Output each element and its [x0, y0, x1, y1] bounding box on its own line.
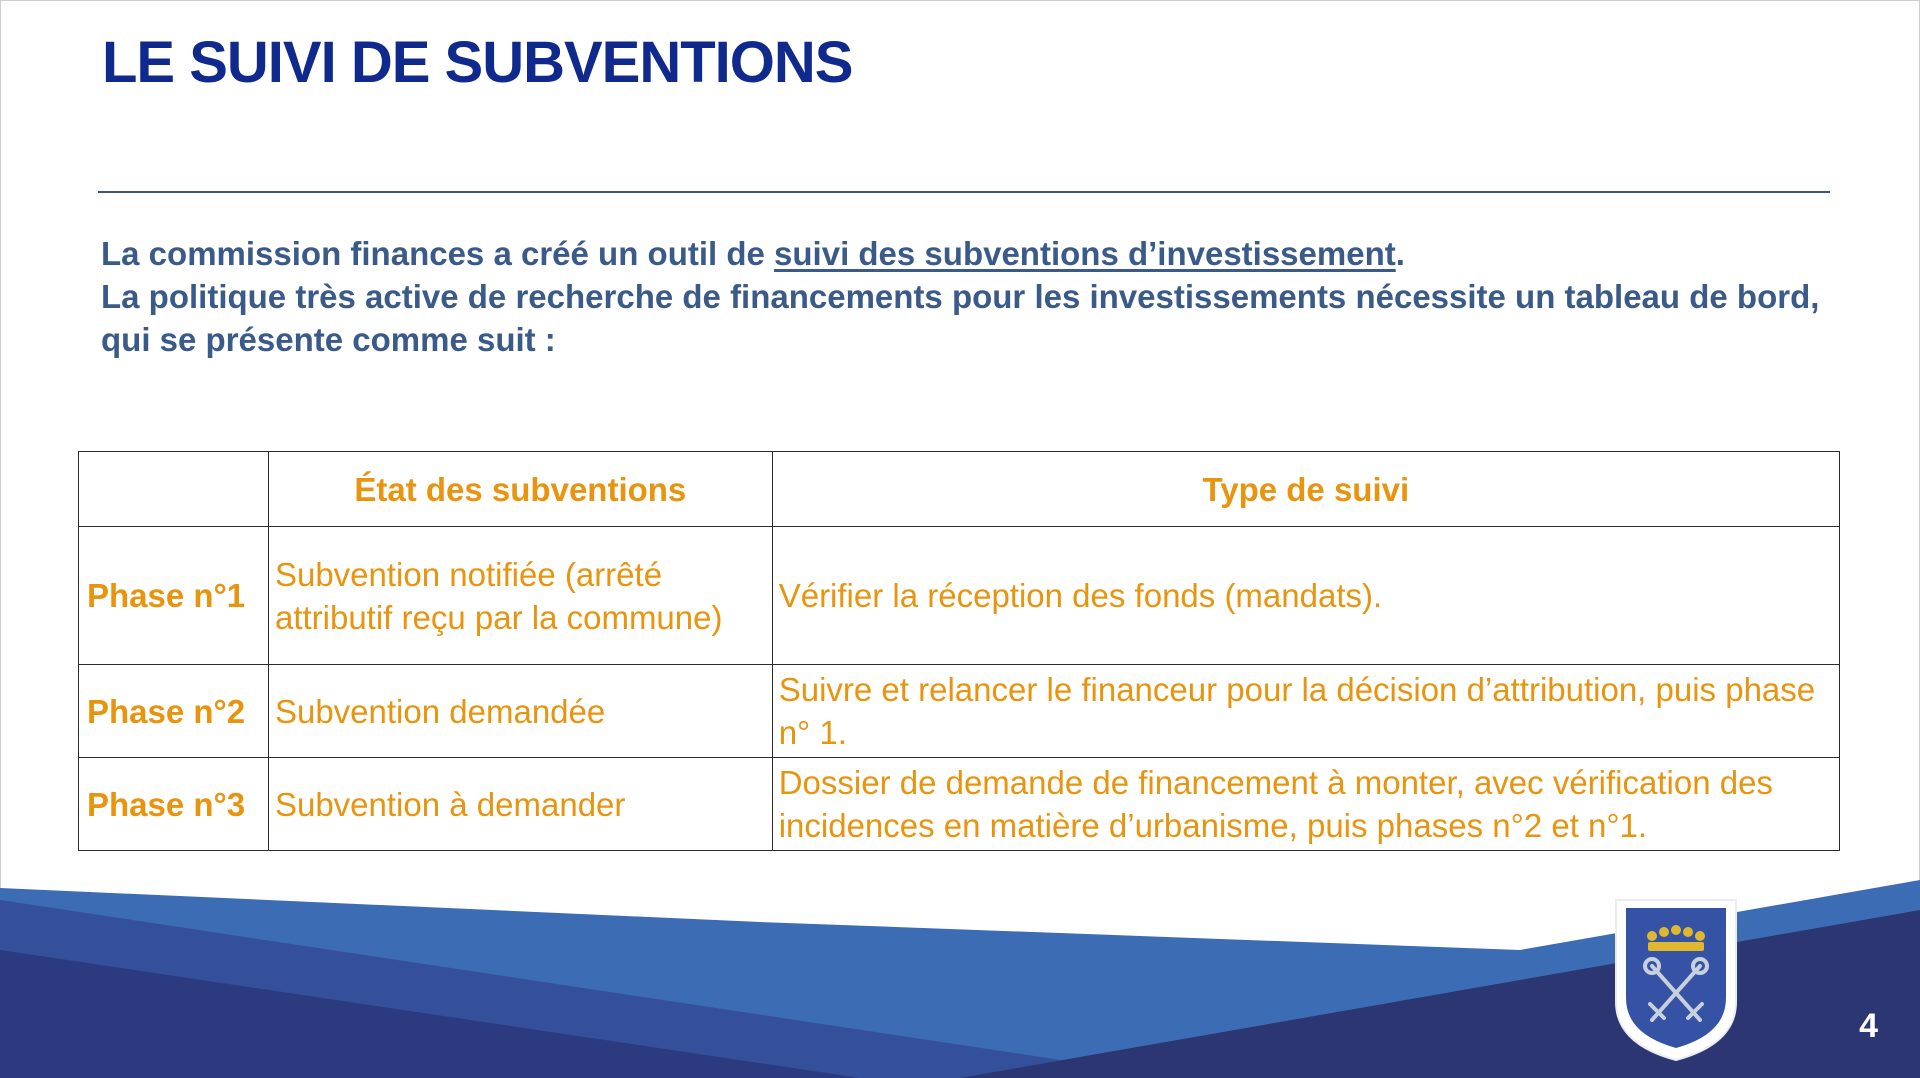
- table-header-row: [79, 452, 1840, 527]
- table-row-phase-2: [79, 665, 1840, 758]
- header-type-de-suivi: Type de suivi: [772, 452, 1839, 527]
- phase-label: Phase n°1: [79, 527, 269, 665]
- etat-cell: Subvention à demander: [268, 758, 772, 851]
- intro-line-2: La politique très active de recherche de financements pour les investissements nécessite un tableau de bord, qui se présente comme suit :: [101, 278, 1820, 358]
- header-empty-cell: [79, 452, 269, 527]
- phase-label: Phase n°2: [79, 665, 269, 758]
- table-row-phase-1: [79, 527, 1840, 665]
- suivi-cell: Suivre et relancer le financeur pour la décision d’attribution, puis phase n° 1.: [772, 665, 1839, 758]
- title-divider: [98, 191, 1830, 193]
- intro-text: [101, 232, 1841, 361]
- header-etat-des-subventions: État des subventions: [268, 452, 772, 527]
- etat-cell: Subvention notifiée (arrêté attributif reçu par la commune): [268, 527, 772, 665]
- investment-subsidy-tracking-link[interactable]: suivi des subventions d’investissement: [774, 235, 1396, 272]
- slide-title: LE SUIVI DE SUBVENTIONS: [102, 30, 853, 95]
- page-number: 4: [1859, 1007, 1878, 1045]
- suivi-cell: Vérifier la réception des fonds (mandats).: [772, 527, 1839, 665]
- coat-of-arms-crest-icon: [1612, 894, 1740, 1062]
- intro-line-1-start: La commission finances a créé un outil de: [101, 235, 775, 272]
- subsidy-tracking-table: [78, 451, 1840, 851]
- etat-cell: Subvention demandée: [268, 665, 772, 758]
- phase-label: Phase n°3: [79, 758, 269, 851]
- suivi-cell: Dossier de demande de financement à monter, avec vérification des incidences en matière d’urbanisme, puis phases n°2 et n°1.: [772, 758, 1839, 851]
- table-row-phase-3: [79, 758, 1840, 851]
- intro-line-1: [101, 232, 1841, 275]
- intro-line-1-end: .: [1395, 235, 1405, 272]
